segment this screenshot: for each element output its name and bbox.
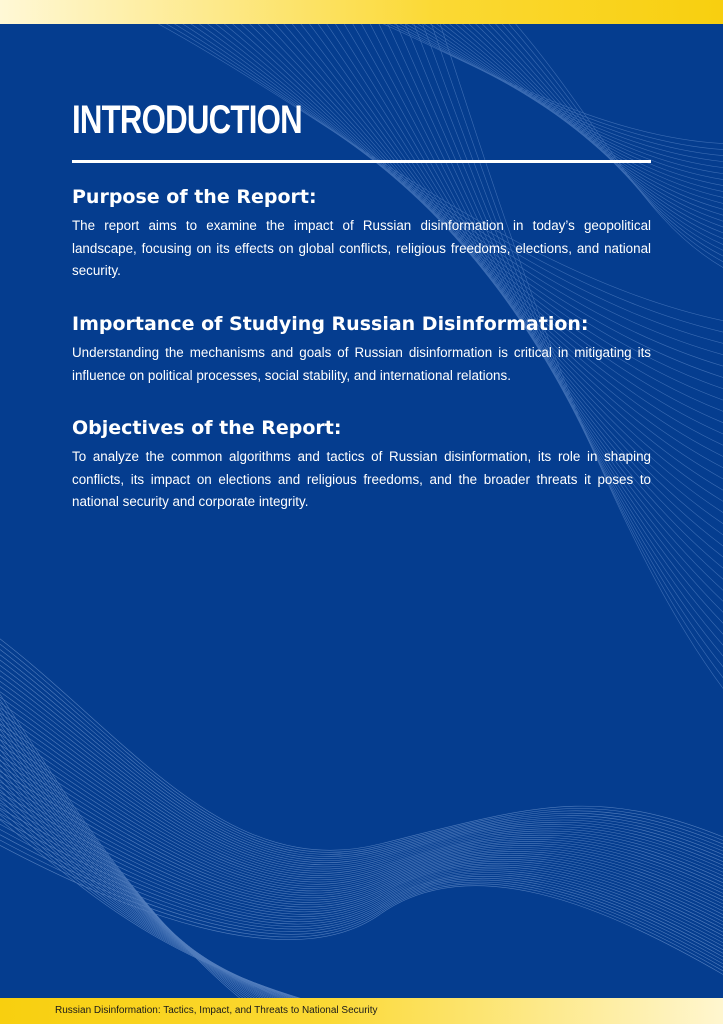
section-objectives — [72, 416, 651, 514]
page-title: INTRODUCTION — [72, 98, 302, 142]
section-title: Objectives of the Report: — [72, 417, 342, 439]
section-body: To analyze the common algorithms and tactics of Russian disinformation, its role in shaping conflicts, its impact on elections and religious freedoms, and the broader threats it poses to national security and corporate integrity. — [72, 449, 651, 509]
section-body: Understanding the mechanisms and goals of Russian disinformation is critical in mitigating its influence on political processes, social stability, and international relations. — [72, 345, 651, 383]
section-body: The report aims to examine the impact of Russian disinformation in today’s geopolitical landscape, focusing on its effects on global conflicts, religious freedoms, elections, and national security. — [72, 218, 651, 278]
section-title: Importance of Studying Russian Disinformation: — [72, 313, 589, 335]
footer-bar — [0, 998, 723, 1024]
top-accent-bar — [0, 0, 723, 24]
section-title: Purpose of the Report: — [72, 186, 317, 208]
main-content — [72, 48, 651, 509]
page-background — [0, 24, 723, 998]
section-purpose — [72, 185, 651, 283]
section-importance — [72, 312, 651, 387]
footer-text: Russian Disinformation: Tactics, Impact, and Threats to National Security — [55, 1005, 378, 1016]
title-divider — [72, 160, 651, 163]
